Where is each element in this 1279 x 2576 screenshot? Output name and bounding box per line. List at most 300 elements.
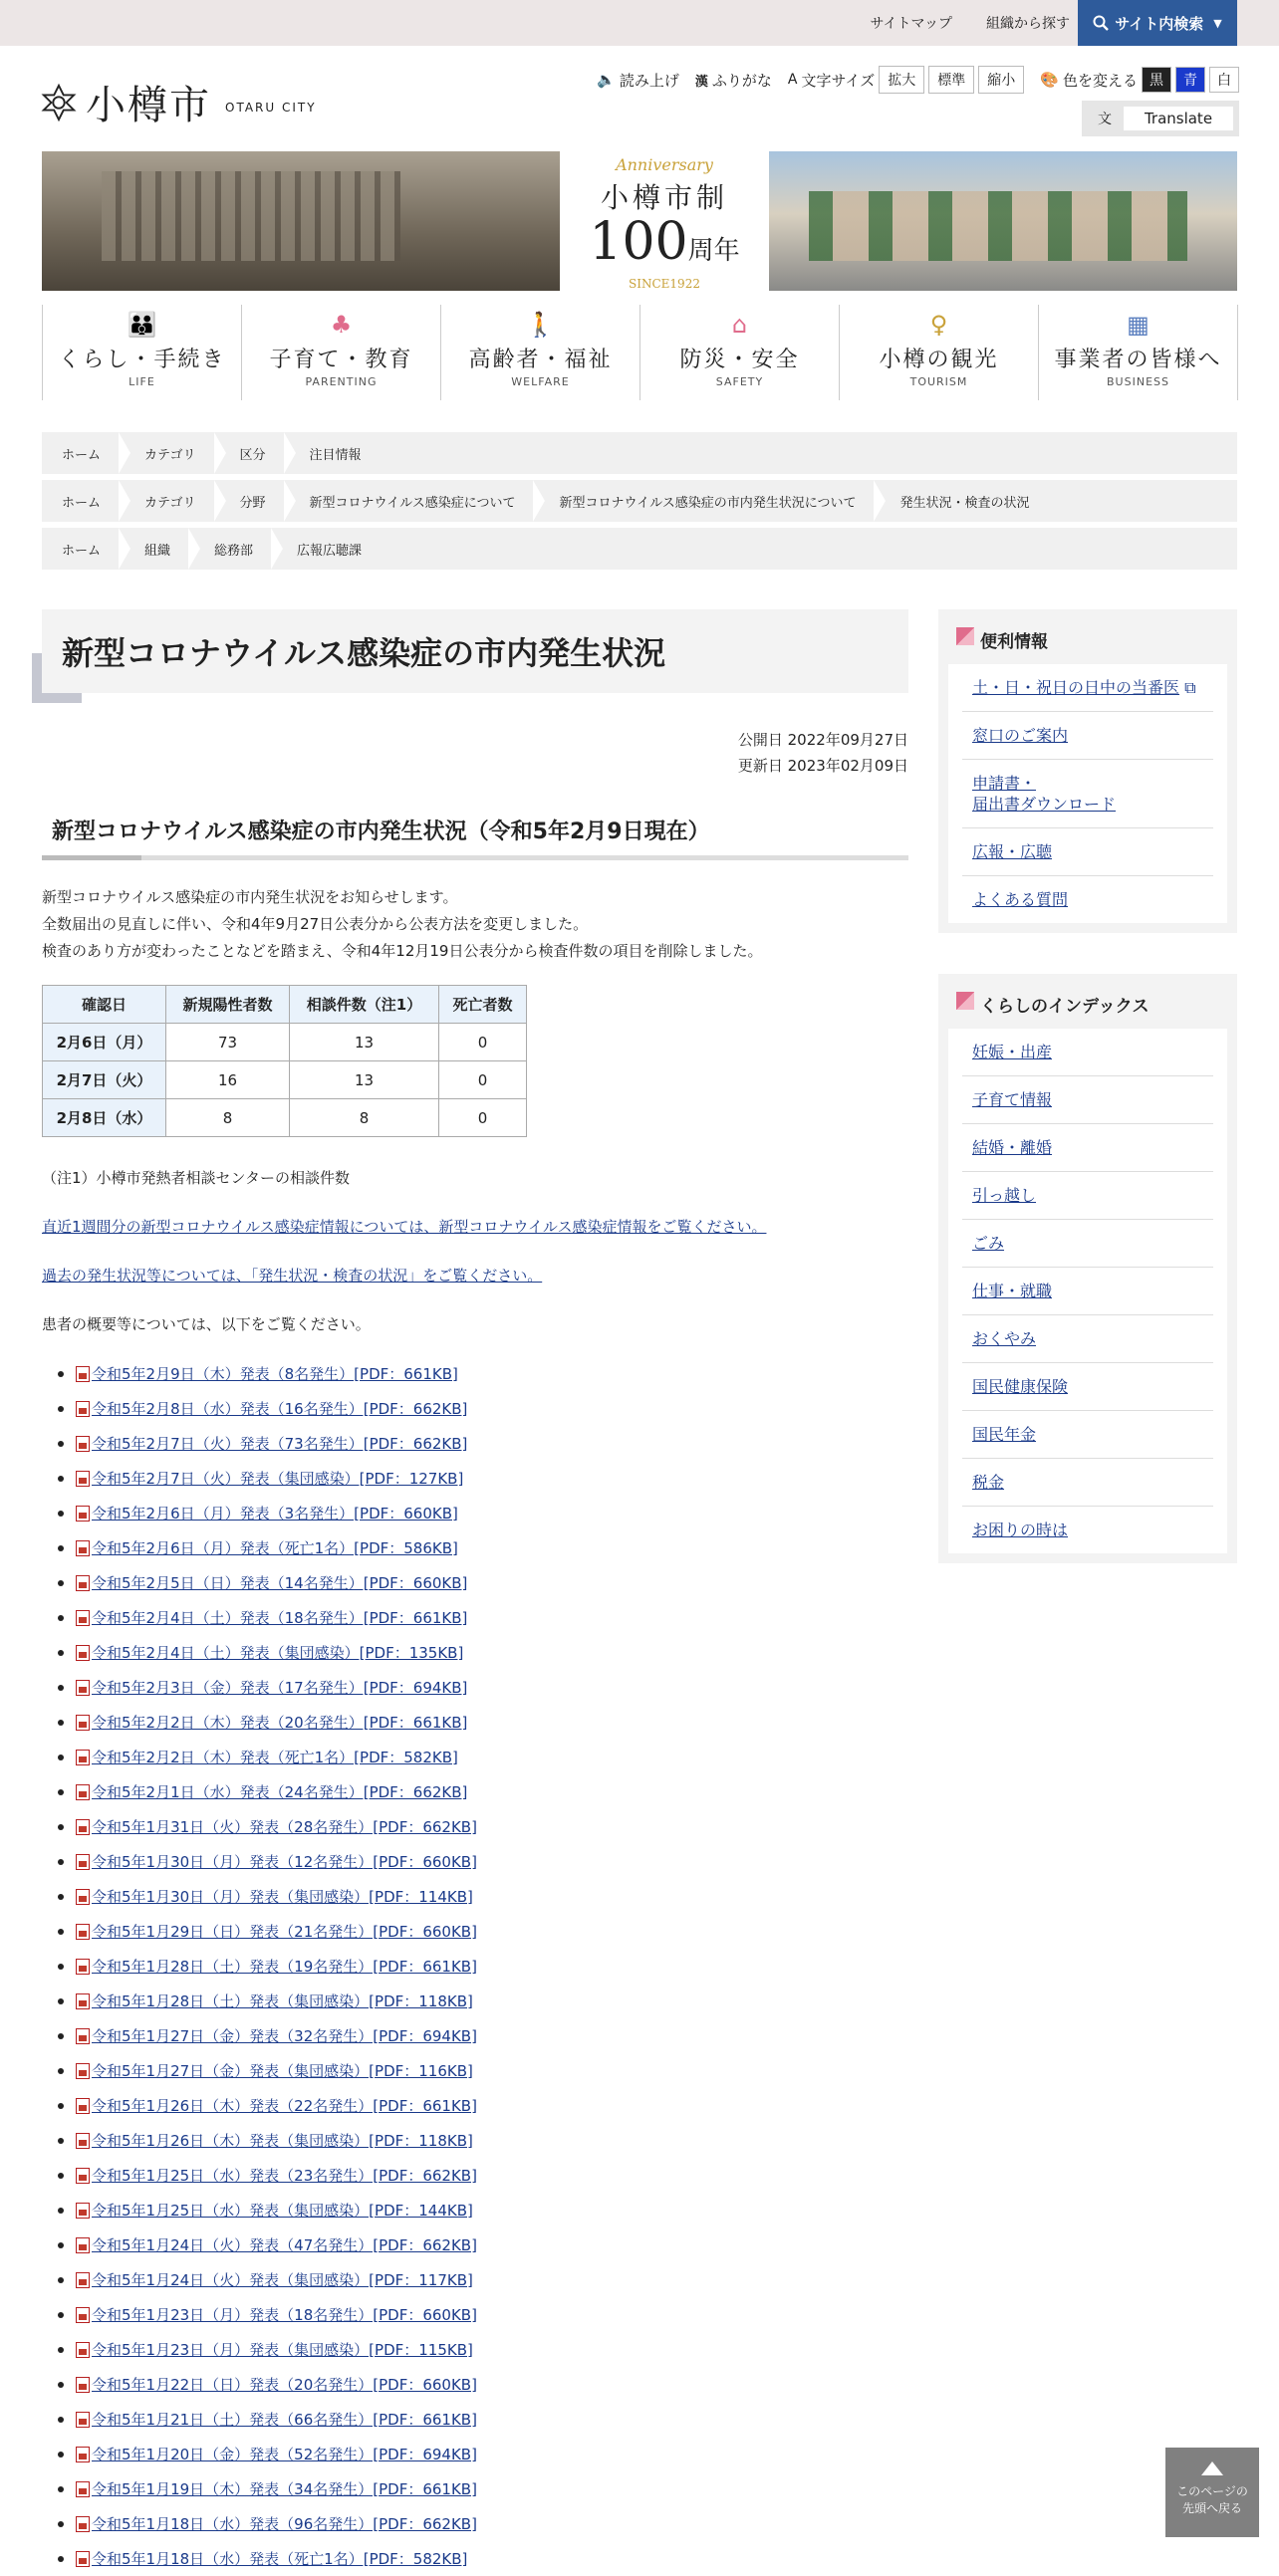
useful-info-link[interactable]: よくある質問 [972,890,1069,909]
pdf-link[interactable]: 令和5年1月30日（月）発表（12名発生）[PDF：660KB] [92,1853,477,1871]
list-item [42,2227,908,2262]
list-item [42,1844,908,1879]
pdf-link[interactable]: 令和5年2月2日（木）発表（20名発生）[PDF：661KB] [92,1714,468,1732]
list-item [42,1670,908,1705]
gnav-label-en: BUSINESS [1107,375,1169,388]
pdf-icon [76,1784,90,1800]
pdf-icon [76,2098,90,2114]
bullet-icon [58,1441,64,1447]
bullet-icon [58,1755,64,1760]
read-aloud-button[interactable] [597,70,679,91]
pdf-icon [76,2168,90,2184]
list-item [42,2053,908,2088]
site-search-label: サイト内検索 [1115,14,1204,33]
useful-info-title: 便利情報 [948,621,1227,664]
gnav-label-jp: くらし・手続き [58,348,226,372]
life-index-link[interactable]: ごみ [972,1234,1005,1253]
bullet-icon [58,1964,64,1970]
list-item [42,2437,908,2471]
published-date: 公開日 2022年09月27日 [737,731,908,749]
table-row [43,1099,527,1137]
pdf-icon [76,2237,90,2253]
banner-number-line [560,212,769,277]
walking-icon: 🚶 [525,311,556,339]
life-index-item [962,1124,1213,1172]
logo-text-jp: 小樽市 [86,83,211,128]
pdf-link[interactable]: 令和5年1月31日（火）発表（28名発生）[PDF：662KB] [92,1818,477,1836]
list-item [42,1705,908,1740]
list-item [42,1635,908,1670]
pdf-icon [76,1366,90,1382]
gnav-label-en: SAFETY [715,375,764,388]
font-size-small-button[interactable]: 縮小 [978,66,1024,94]
palette-icon: 🎨 [1040,71,1059,89]
table-header-row [43,986,527,1024]
list-item [42,2367,908,2402]
life-index-item [962,1076,1213,1124]
th-date: 確認日 [43,986,166,1024]
org-search-link[interactable]: 組織から探す [986,16,1070,32]
pdf-link[interactable]: 令和5年1月24日（火）発表（47名発生）[PDF：662KB] [92,2236,477,2254]
gnav-item-welfare[interactable] [440,305,640,400]
breadcrumb-item[interactable]: 総務部 [194,528,277,570]
breadcrumb-item[interactable]: カテゴリ [125,480,219,522]
gnav-label-en: WELFARE [511,375,570,388]
useful-info-item [962,760,1213,828]
logo-text-en: OTARU CITY [225,100,317,115]
life-index-title: くらしのインデックス [948,986,1227,1029]
table-cell: 0 [439,1099,527,1137]
pdf-link[interactable]: 令和5年2月7日（火）発表（集団感染）[PDF：127KB] [92,1470,464,1488]
pdf-link[interactable]: 令和5年1月19日（木）発表（34名発生）[PDF：661KB] [92,2480,477,2498]
bullet-icon [58,2138,64,2144]
stroller-icon: ♣ [330,311,353,339]
furigana-button[interactable] [695,70,772,91]
pdf-list [42,1356,908,2576]
pdf-link[interactable]: 令和5年2月6日（月）発表（3名発生）[PDF：660KB] [92,1505,458,1522]
breadcrumb-item[interactable]: 新型コロナウイルス感染症について [290,480,540,522]
breadcrumb [42,528,1237,570]
breadcrumb [42,480,1237,522]
pdf-icon [76,2551,90,2567]
bullet-icon [58,1859,64,1865]
pdf-icon [76,1993,90,2009]
useful-info-link[interactable]: 窓口のご案内 [972,726,1069,745]
bullet-icon [58,2486,64,2492]
list-item [42,2262,908,2297]
translate-widget [1082,101,1239,136]
list-item [42,2123,908,2158]
external-link-icon: ⧉ [1179,678,1196,697]
useful-info-link[interactable]: 土・日・祝日の日中の当番医 [972,678,1180,697]
th-deaths: 死亡者数 [439,986,527,1024]
pdf-link[interactable]: 令和5年1月18日（水）発表（96名発生）[PDF：662KB] [92,2515,477,2533]
back-to-top-button[interactable] [1165,2448,1259,2537]
weekly-info-link[interactable]: 直近1週間分の新型コロナウイルス感染症情報については、新型コロナウイルス感染症情報をご覧ください。 [42,1218,767,1236]
pdf-icon [76,2133,90,2149]
pdf-icon [76,2063,90,2079]
pdf-link[interactable]: 令和5年2月5日（日）発表（14名発生）[PDF：660KB] [92,1574,468,1592]
bullet-icon [58,1406,64,1412]
gnav-item-tourism[interactable] [839,305,1039,400]
sitemap-link[interactable]: サイトマップ [870,16,952,32]
table-row [43,1024,527,1061]
color-controls [1040,67,1239,93]
bullet-icon [58,2277,64,2283]
pdf-icon [76,1575,90,1591]
life-index-item [962,1172,1213,1220]
breadcrumb-item[interactable]: ホーム [42,432,125,474]
lamp-icon: ♀ [929,311,948,339]
back-to-top-line2: 先頭へ戻る [1181,2501,1242,2515]
bullet-icon [58,2173,64,2179]
pdf-link[interactable]: 令和5年1月18日（水）発表（死亡1名）[PDF：582KB] [92,2550,468,2568]
pdf-icon [76,1924,90,1940]
breadcrumb-item[interactable]: 区分 [220,432,290,474]
font-size-icon: A [787,72,798,88]
pdf-icon [76,2342,90,2358]
bullet-icon [58,1476,64,1482]
font-size-controls [788,66,1024,94]
intro-line-3: 検査のあり方が変わったことなどを踏まえ、令和4年12月19日公表分から検査件数の項目を削除しました。 [42,942,763,960]
pdf-link[interactable]: 令和5年1月26日（木）発表（集団感染）[PDF：118KB] [92,2132,473,2150]
life-index-item [962,1459,1213,1507]
font-size-normal-button[interactable]: 標準 [928,66,974,94]
list-item [42,2332,908,2367]
pdf-icon [76,1645,90,1661]
gnav-item-safety[interactable] [640,305,840,400]
life-index-link[interactable]: 仕事・就職 [972,1282,1053,1300]
table-cell: 8 [290,1099,439,1137]
color-label: 色を変える [1062,71,1138,90]
pdf-link[interactable]: 令和5年1月30日（月）発表（集団感染）[PDF：114KB] [92,1888,473,1906]
caret-down-icon: ▼ [1213,16,1222,30]
life-index-item [962,1315,1213,1363]
list-item [42,1600,908,1635]
pdf-icon [76,2412,90,2428]
pdf-link[interactable]: 令和5年2月6日（月）発表（死亡1名）[PDF：586KB] [92,1539,458,1557]
gnav-label-jp: 子育て・教育 [269,348,413,372]
bullet-icon [58,1545,64,1551]
table-cell: 13 [290,1024,439,1061]
pdf-link[interactable]: 令和5年1月25日（水）発表（集団感染）[PDF：144KB] [92,2202,473,2220]
pdf-link[interactable]: 令和5年1月22日（日）発表（20名発生）[PDF：660KB] [92,2376,477,2394]
back-to-top-line1: このページの [1176,2484,1248,2498]
bullet-icon [58,2312,64,2318]
top-bar [0,0,1279,46]
th-new-positive: 新規陽性者数 [166,986,290,1024]
life-index-link[interactable]: 子育て情報 [972,1090,1053,1109]
pdf-link[interactable]: 令和5年2月9日（木）発表（8名発生）[PDF：661KB] [92,1365,458,1383]
bullet-icon [58,2521,64,2527]
pdf-link[interactable]: 令和5年2月7日（火）発表（73名発生）[PDF：662KB] [92,1435,468,1453]
banner-line1: 小樽市制 [600,181,728,214]
weekly-info-paragraph [42,1216,908,1237]
pdf-icon [76,1819,90,1835]
pdf-link[interactable]: 令和5年2月2日（木）発表（死亡1名）[PDF：582KB] [92,1749,458,1766]
life-index-item [962,1507,1213,1553]
life-index-link[interactable]: 引っ越し [972,1186,1037,1205]
font-size-label: 文字サイズ [801,71,876,90]
list-item [42,2018,908,2053]
pdf-icon [76,1506,90,1522]
banner-photo-historic [42,151,560,291]
pdf-icon [76,2481,90,2497]
color-blue-button[interactable]: 青 [1175,67,1205,93]
gnav-label-en: LIFE [128,375,155,388]
bullet-icon [58,1650,64,1656]
list-item [42,1879,908,1914]
furigana-icon: 漢 [694,74,708,90]
list-item [42,2402,908,2437]
bullet-icon [58,2068,64,2074]
pdf-icon [76,1540,90,1556]
list-item [42,2158,908,2193]
pdf-link[interactable]: 令和5年2月1日（水）発表（24名発生）[PDF：662KB] [92,1783,468,1801]
table-cell: 13 [290,1061,439,1099]
color-white-button[interactable]: 白 [1209,67,1239,93]
useful-info-item [962,664,1213,712]
bullet-icon [58,1615,64,1621]
patients-intro: 患者の概要等については、以下をご覧ください。 [42,1315,371,1333]
pdf-link[interactable]: 令和5年1月27日（金）発表（集団感染）[PDF：116KB] [92,2062,473,2080]
arrow-up-icon [1201,2461,1223,2475]
section-heading: 新型コロナウイルス感染症の市内発生状況（令和5年2月9日現在） [42,815,908,860]
life-index-item [962,1363,1213,1411]
translate-button[interactable]: Translate [1124,107,1233,130]
table-cell: 0 [439,1061,527,1099]
pdf-link[interactable]: 令和5年1月20日（金）発表（52名発生）[PDF：694KB] [92,2446,477,2463]
bullet-icon [58,1371,64,1377]
life-index-item [962,1411,1213,1459]
bullet-icon [58,1894,64,1900]
row-date-cell: 2月8日（水） [43,1099,166,1137]
top-links [871,0,1070,46]
life-index-link[interactable]: 結婚・離婚 [972,1138,1053,1157]
gnav-label-jp: 事業者の皆様へ [1054,348,1222,372]
pdf-icon [76,1471,90,1487]
pdf-icon [76,1889,90,1905]
pdf-link[interactable]: 令和5年1月24日（火）発表（集団感染）[PDF：117KB] [92,2271,473,2289]
breadcrumb-item[interactable]: ホーム [42,528,125,570]
gnav-label-jp: 小樽の観光 [879,348,999,372]
list-item [42,1914,908,1949]
pdf-link[interactable]: 令和5年1月26日（木）発表（22名発生）[PDF：661KB] [92,2097,477,2115]
pdf-icon [76,1436,90,1452]
global-nav [42,305,1237,400]
page-title: 新型コロナウイルス感染症の市内発生状況 [62,634,666,672]
list-item [42,1530,908,1565]
pdf-icon [76,2377,90,2393]
updated-date: 更新日 2023年02月09日 [737,757,908,775]
bullet-icon [58,2382,64,2388]
life-index-link[interactable]: お困りの時は [972,1521,1069,1539]
intro-text [42,884,908,965]
breadcrumb-item[interactable]: 新型コロナウイルス感染症の市内発生状況について [539,480,880,522]
list-item [42,1809,908,1844]
gnav-label-jp: 高齢者・福祉 [468,348,613,372]
pdf-link[interactable]: 令和5年2月4日（土）発表（集団感染）[PDF：135KB] [92,1644,464,1662]
past-status-paragraph [42,1265,908,1286]
table-cell: 16 [166,1061,290,1099]
pdf-link[interactable]: 令和5年2月4日（土）発表（18名発生）[PDF：661KB] [92,1609,468,1627]
bullet-icon [58,1789,64,1795]
accessibility-tools [597,66,1239,94]
list-item [42,1496,908,1530]
table-note: （注1）小樽市発熱者相談センターの相談件数 [42,1169,350,1187]
pdf-link[interactable]: 令和5年1月21日（土）発表（66名発生）[PDF：661KB] [92,2411,477,2429]
pdf-link[interactable]: 令和5年1月25日（水）発表（23名発生）[PDF：662KB] [92,2167,477,2185]
gnav-item-life[interactable] [42,305,242,400]
pdf-icon [76,2516,90,2532]
life-index-item [962,1268,1213,1315]
table-row [43,1061,527,1099]
font-size-large-button[interactable]: 拡大 [879,66,924,94]
banner-since: SINCE1922 [629,277,700,291]
translate-icon: 文 [1098,112,1112,127]
pdf-icon [76,1959,90,1975]
list-item [42,1391,908,1426]
intro-line-2: 全数届出の見直しに伴い、令和4年9月27日公表分から公表方法を変更しました。 [42,915,589,933]
site-search-button[interactable] [1078,0,1237,46]
pdf-link[interactable]: 令和5年1月23日（月）発表（18名発生）[PDF：660KB] [92,2306,477,2324]
pdf-link[interactable]: 令和5年2月3日（金）発表（17名発生）[PDF：694KB] [92,1679,468,1697]
bullet-icon [58,2033,64,2039]
life-index-link[interactable]: 妊娠・出産 [972,1043,1053,1061]
color-black-button[interactable]: 黒 [1142,67,1171,93]
main-content [42,609,908,2576]
pdf-icon [76,2447,90,2462]
building-icon: ▦ [1127,311,1150,339]
site-logo[interactable] [40,74,317,130]
useful-info-item [962,876,1213,923]
list-item [42,1740,908,1774]
pdf-link[interactable]: 令和5年2月8日（水）発表（16名発生）[PDF：662KB] [92,1400,468,1418]
speaker-icon: 🔈 [597,71,616,89]
bullet-icon [58,2242,64,2248]
past-status-link[interactable]: 過去の発生状況等については、「発生状況・検査の状況」をご覧ください。 [42,1267,543,1285]
pdf-link[interactable]: 令和5年1月28日（土）発表（集団感染）[PDF：118KB] [92,1992,473,2010]
bullet-icon [58,1929,64,1935]
bullet-icon [58,1720,64,1726]
life-index-link[interactable]: おくやみ [972,1329,1037,1348]
house-icon: ⌂ [731,311,748,339]
gnav-label-jp: 防災・安全 [679,348,800,372]
breadcrumb [42,432,1237,474]
pdf-icon [76,1401,90,1417]
breadcrumb-item[interactable]: カテゴリ [125,432,219,474]
life-index-link[interactable]: 税金 [972,1473,1005,1492]
bullet-icon [58,2103,64,2109]
gnav-item-business[interactable] [1038,305,1238,400]
banner-number: 100 [589,212,688,272]
bullet-icon [58,1580,64,1586]
pdf-icon [76,2028,90,2044]
list-item [42,1461,908,1496]
page-dates [42,727,908,779]
breadcrumb-item[interactable]: 分野 [220,480,290,522]
banner-anniversary: Anniversary [616,155,713,174]
banner-photo-modern [769,151,1237,291]
breadcrumb-item: 広報広聴課 [297,543,363,559]
family-icon: 👪 [127,311,157,339]
pdf-icon [76,2203,90,2219]
row-date-cell: 2月7日（火） [43,1061,166,1099]
life-index-link[interactable]: 国民年金 [972,1425,1037,1444]
gnav-label-en: PARENTING [305,375,378,388]
useful-info-link[interactable]: 申請書・ 届出書ダウンロード [972,774,1117,814]
list-item [42,2471,908,2506]
bullet-icon [58,1998,64,2004]
life-index-box [938,974,1237,1563]
life-index-item [962,1220,1213,1268]
table-cell: 8 [166,1099,290,1137]
pdf-link[interactable]: 令和5年1月29日（日）発表（21名発生）[PDF：660KB] [92,1923,477,1941]
pdf-icon [76,2272,90,2288]
pdf-icon [76,1750,90,1765]
table-cell: 73 [166,1024,290,1061]
useful-info-link[interactable]: 広報・広聴 [972,842,1053,861]
city-emblem-icon [40,84,78,121]
anniversary-banner [42,151,1237,291]
useful-info-list [948,664,1227,923]
bullet-icon [58,2208,64,2214]
list-item [42,1565,908,1600]
pdf-link[interactable]: 令和5年1月27日（金）発表（32名発生）[PDF：694KB] [92,2027,477,2045]
pdf-icon [76,1680,90,1696]
useful-info-box [938,609,1237,933]
bullet-icon [58,2417,64,2423]
breadcrumb-item[interactable]: 組織 [125,528,194,570]
bullet-icon [58,1685,64,1691]
bullet-icon [58,1511,64,1517]
list-item [42,2193,908,2227]
read-aloud-label: 読み上げ [619,71,679,90]
row-date-cell: 2月6日（月） [43,1024,166,1061]
life-index-link[interactable]: 国民健康保険 [972,1377,1069,1396]
site-header [0,46,1279,151]
furigana-label: ふりがな [711,71,772,90]
banner-caption [560,151,769,291]
bullet-icon [58,2347,64,2353]
life-index-list [948,1029,1227,1553]
list-item [42,1774,908,1809]
useful-info-item [962,712,1213,760]
banner-suffix: 周年 [687,236,740,266]
bullet-icon [58,1824,64,1830]
list-item [42,1426,908,1461]
breadcrumb-item[interactable]: ホーム [42,480,125,522]
list-item [42,1949,908,1984]
list-item [42,1356,908,1391]
gnav-label-en: TOURISM [909,375,968,388]
pdf-link[interactable]: 令和5年1月28日（土）発表（19名発生）[PDF：661KB] [92,1958,477,1976]
bullet-icon [58,2452,64,2458]
status-table [42,985,527,1137]
gnav-item-parenting[interactable] [241,305,441,400]
bullet-icon [58,2556,64,2562]
pdf-link[interactable]: 令和5年1月23日（月）発表（集団感染）[PDF：115KB] [92,2341,473,2359]
page-title-box [42,609,908,693]
pdf-icon [76,1610,90,1626]
breadcrumb-item: 発生状況・検査の状況 [899,495,1030,511]
table-cell: 0 [439,1024,527,1061]
list-item [42,1984,908,2018]
list-item [42,2088,908,2123]
list-item [42,2297,908,2332]
life-index-item [962,1029,1213,1076]
pdf-icon [76,1854,90,1870]
